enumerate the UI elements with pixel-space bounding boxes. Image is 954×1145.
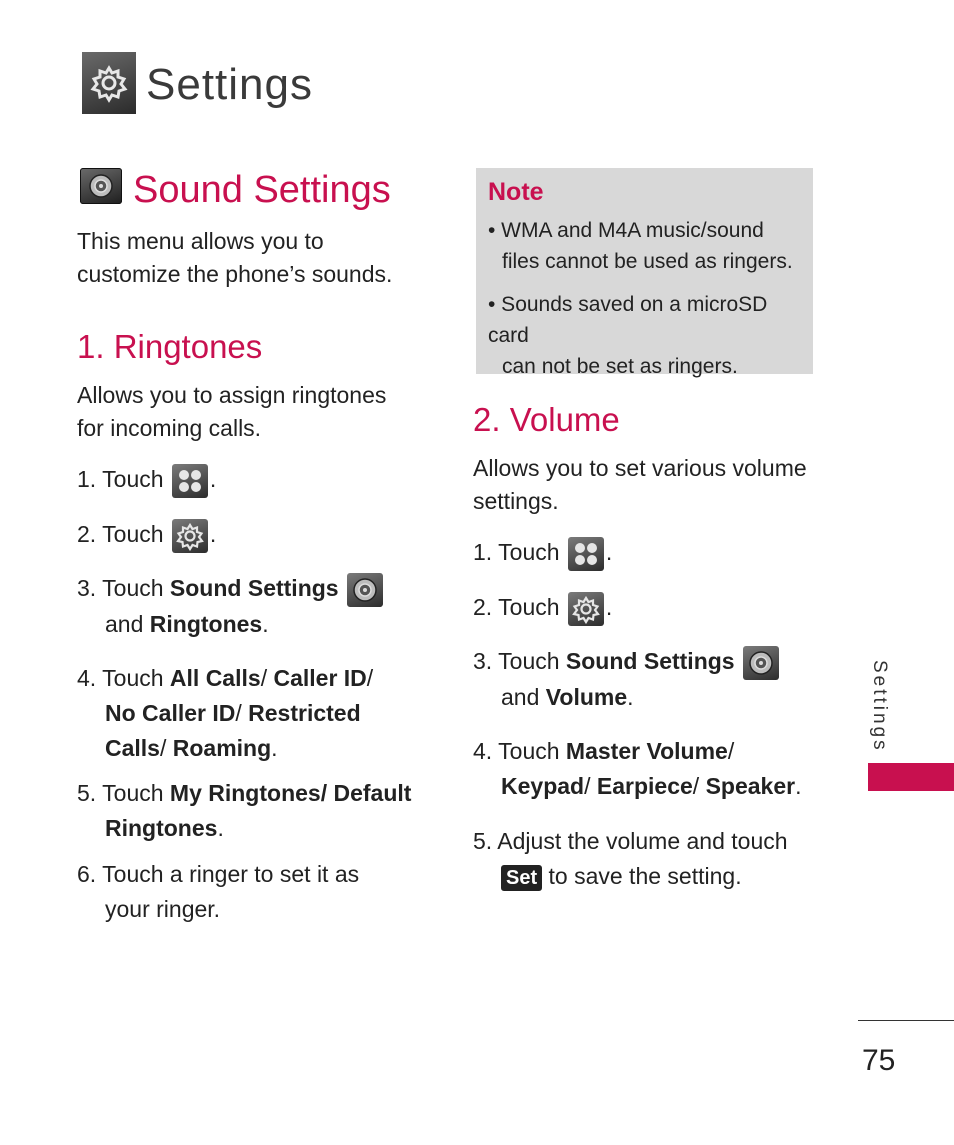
- step-text: 3. Touch: [473, 648, 560, 674]
- step-text: 1. Touch: [473, 539, 560, 565]
- volume-step-1: 1. Touch .: [473, 535, 612, 571]
- menu-grid-icon: [172, 464, 208, 498]
- menu-grid-icon: [568, 537, 604, 571]
- ringtones-step-5: 5. Touch My Ringtones/ Default Ringtones.: [77, 780, 412, 841]
- note-text: can not be set as ringers.: [502, 355, 738, 378]
- step-text: 5. Adjust the volume and touch: [473, 828, 788, 854]
- step-text: 4. Touch: [77, 665, 164, 691]
- step-text: 2. Touch: [77, 521, 164, 547]
- desc-line: Allows you to set various volume: [473, 455, 807, 481]
- menu-label: Restricted: [248, 700, 361, 726]
- menu-label: All Calls: [169, 665, 261, 691]
- note-item: [488, 289, 808, 382]
- step-text: and: [501, 683, 540, 710]
- step-text: 6. Touch a ringer to set it as: [77, 861, 360, 887]
- ringtones-step-1: 1. Touch .: [77, 462, 216, 498]
- menu-label: Sound Settings: [565, 648, 735, 674]
- menu-label: Volume: [545, 683, 628, 710]
- gear-icon: [172, 519, 208, 553]
- intro-line: customize the phone’s sounds.: [77, 261, 393, 287]
- menu-label: Ringtones: [149, 610, 263, 637]
- ringtones-step-3: 3. Touch Sound Settings and Ringtones.: [77, 571, 417, 642]
- menu-label: Speaker: [705, 773, 796, 799]
- note-title: Note: [488, 178, 544, 206]
- menu-label: Ringtones: [105, 815, 218, 841]
- step-text: and: [105, 610, 144, 637]
- volume-description: [473, 452, 833, 518]
- note-text: files cannot be used as ringers.: [502, 250, 793, 273]
- side-tab-label: Settings: [869, 660, 890, 753]
- page-header-title: Settings: [146, 60, 313, 109]
- ringtones-step-6: [77, 857, 427, 927]
- step-text: 2. Touch: [473, 594, 560, 620]
- menu-label: My Ringtones/ Default: [169, 780, 412, 806]
- volume-step-3: 3. Touch Sound Settings and Volume.: [473, 644, 813, 715]
- menu-label: No Caller ID: [105, 700, 236, 726]
- volume-step-4: 4. Touch Master Volume/ Keypad/ Earpiece/ Speaker.: [473, 738, 802, 799]
- gear-icon: [568, 592, 604, 626]
- section-title-sound-settings: Sound Settings: [133, 169, 391, 211]
- side-tab-marker: [868, 763, 954, 791]
- menu-label: Caller ID: [273, 665, 367, 691]
- step-text: 5. Touch: [77, 780, 164, 806]
- menu-label: Earpiece: [596, 773, 693, 799]
- menu-label: Keypad: [501, 773, 585, 799]
- step-text: 1. Touch: [77, 466, 164, 492]
- desc-line: for incoming calls.: [77, 415, 262, 441]
- menu-label: Calls: [105, 735, 160, 761]
- volume-step-2: 2. Touch .: [473, 590, 612, 626]
- menu-label: Sound Settings: [169, 575, 339, 601]
- note-box: [476, 168, 813, 378]
- note-text: • Sounds saved on a microSD card: [488, 293, 768, 347]
- ringtones-description: [77, 379, 437, 445]
- menu-label: Master Volume: [565, 738, 728, 764]
- note-item: [488, 215, 808, 277]
- step-text: 4. Touch: [473, 738, 560, 764]
- intro-line: This menu allows you to: [77, 228, 324, 254]
- speaker-icon: [347, 573, 383, 607]
- speaker-icon: [743, 646, 779, 680]
- set-key-button: Set: [501, 865, 542, 891]
- desc-line: settings.: [473, 488, 559, 514]
- desc-line: Allows you to assign ringtones: [77, 382, 387, 408]
- ringtones-step-2: 2. Touch .: [77, 517, 216, 553]
- volume-step-5: [473, 824, 823, 894]
- heading-volume: 2. Volume: [473, 401, 620, 438]
- speaker-icon: [80, 168, 122, 204]
- settings-gear-icon: [82, 52, 136, 114]
- step-text: to save the setting.: [548, 863, 742, 889]
- heading-ringtones: 1. Ringtones: [77, 328, 263, 365]
- step-text: your ringer.: [105, 896, 221, 922]
- note-text: • WMA and M4A music/sound: [488, 219, 764, 242]
- page-number: 75: [862, 1044, 896, 1077]
- step-text: 3. Touch: [77, 575, 164, 601]
- ringtones-step-4: 4. Touch All Calls/ Caller ID/ No Caller ID/ Restricted Calls/ Roaming.: [77, 665, 374, 761]
- menu-label: Roaming: [172, 735, 272, 761]
- intro-text: [77, 225, 437, 291]
- page-number-rule: [858, 1020, 954, 1021]
